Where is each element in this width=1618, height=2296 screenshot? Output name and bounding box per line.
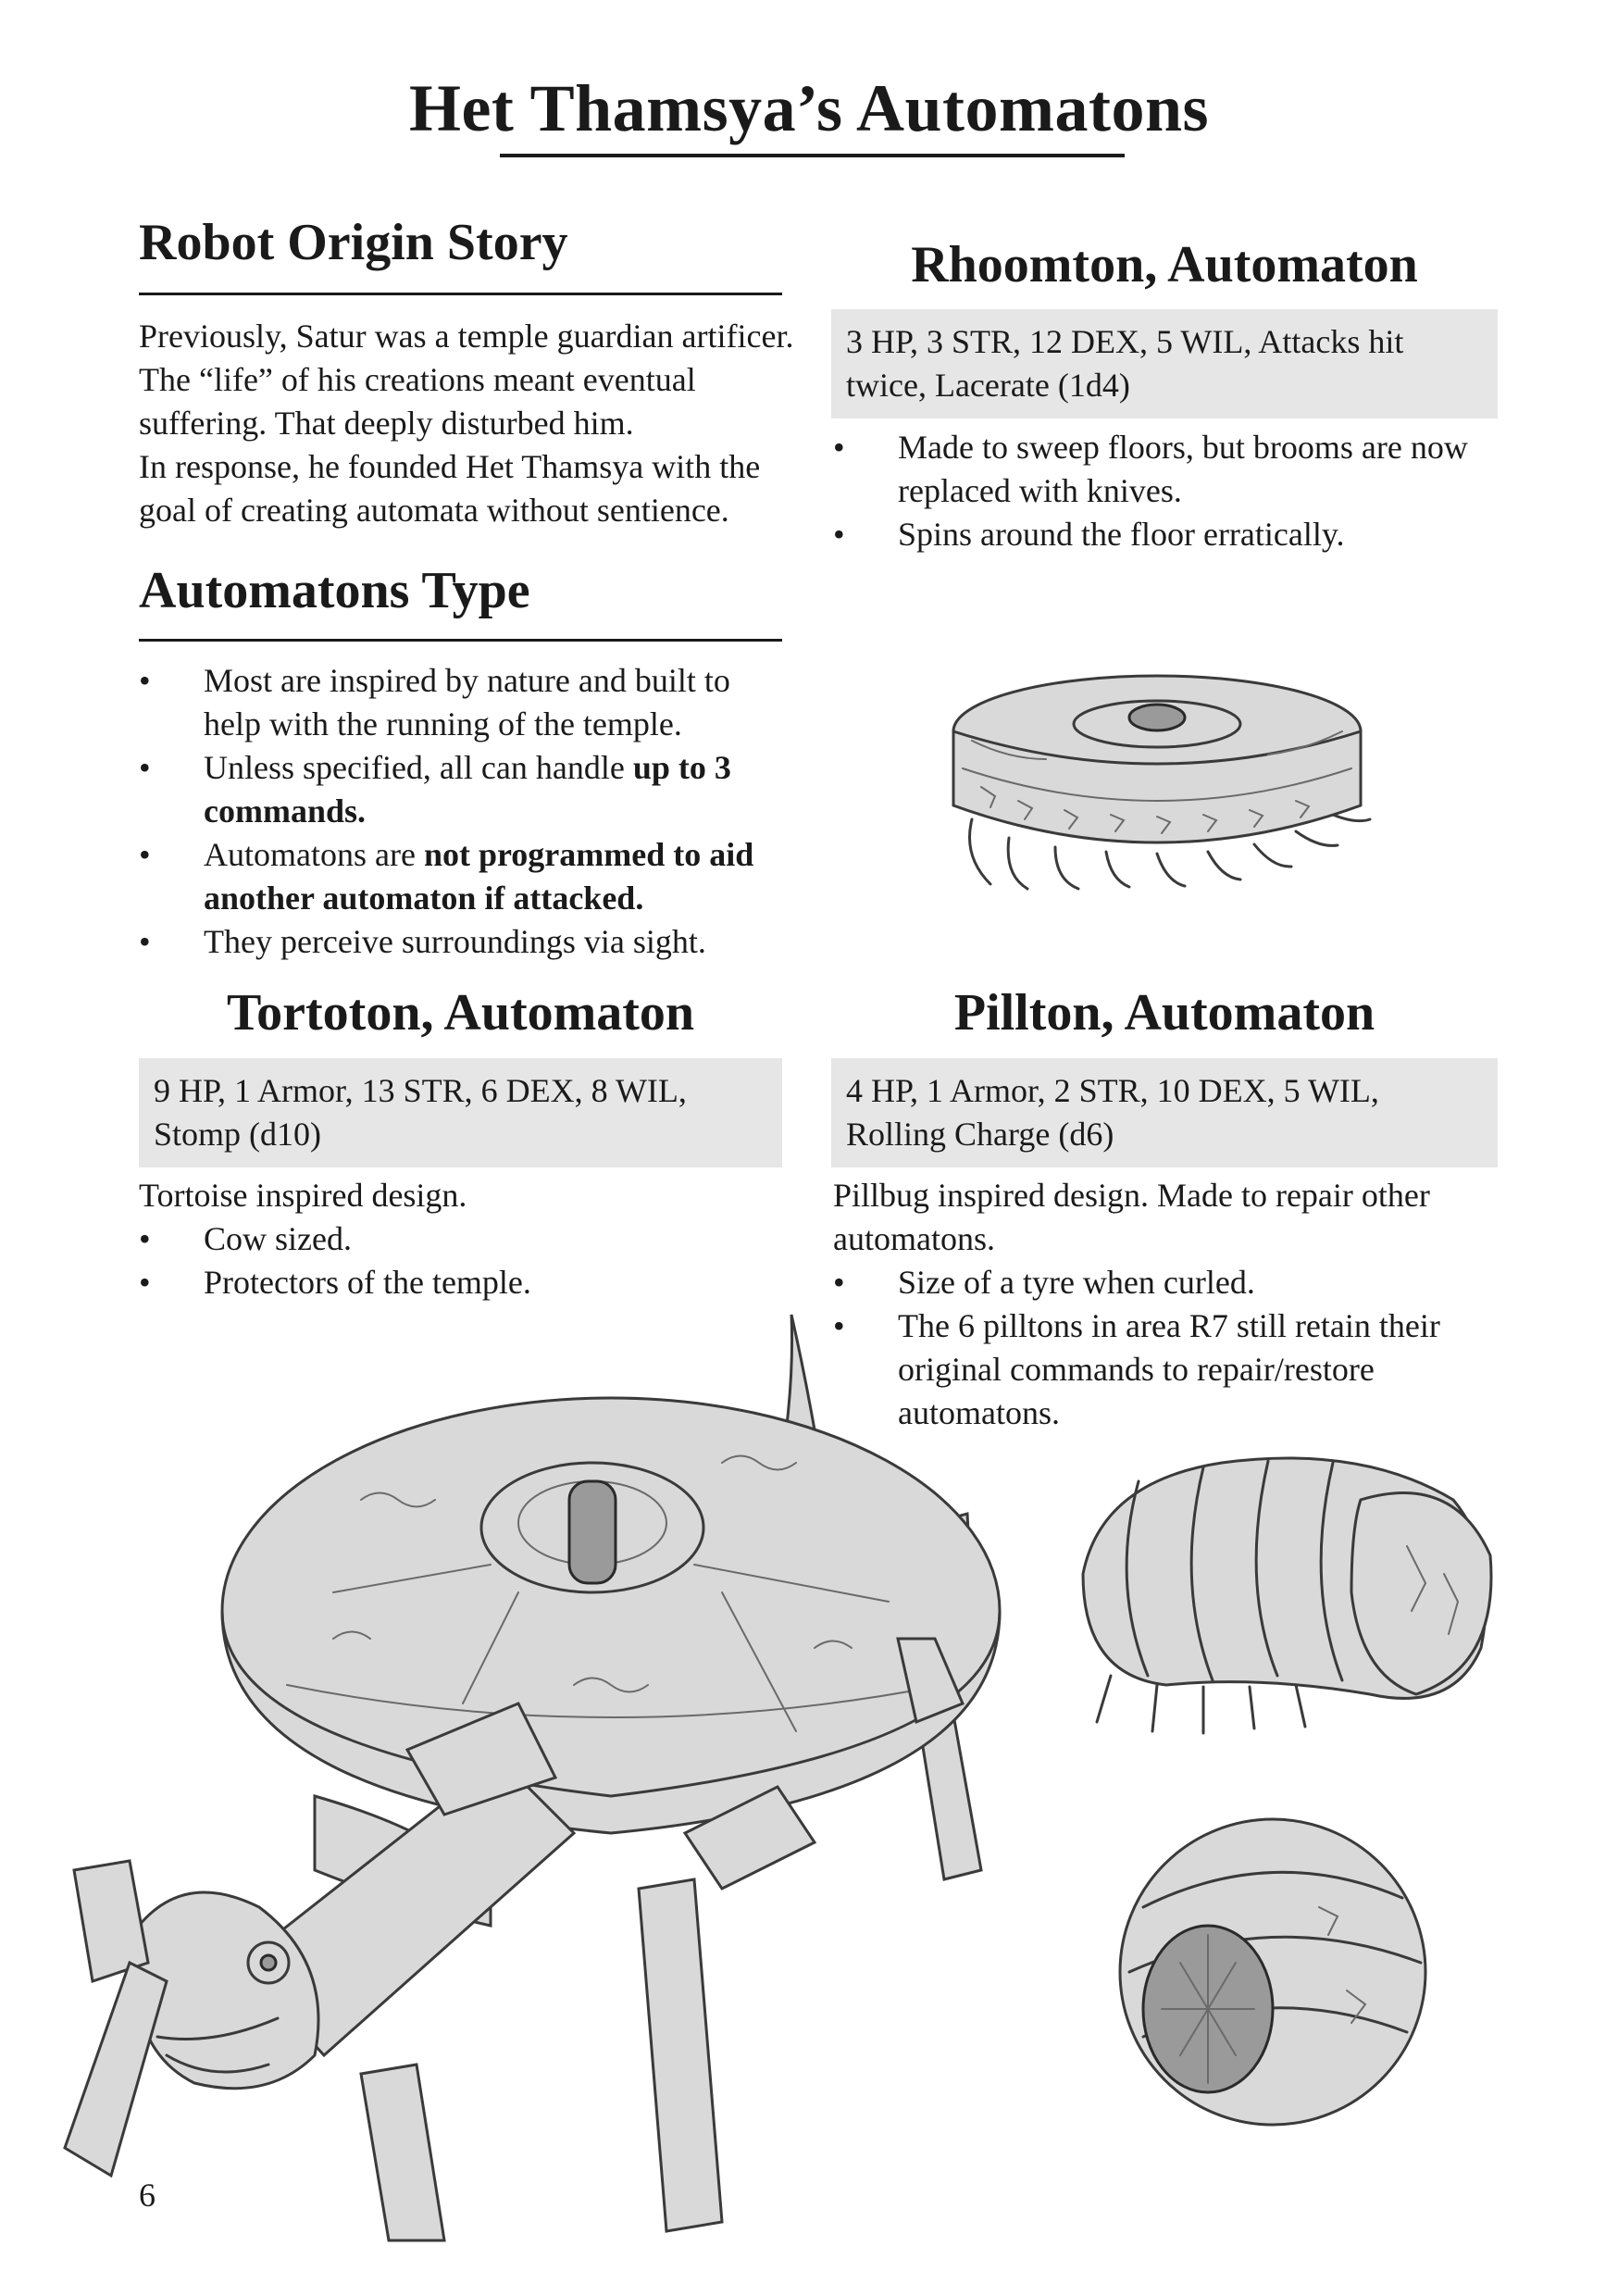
list-item: • Cow sized. (139, 1217, 782, 1261)
pillton-sketch (1055, 1444, 1500, 1759)
origin-line: Previously, Satur was a temple guardian artificer. (139, 318, 794, 355)
bullet-glyph: • (833, 516, 845, 553)
list-item: • Protectors of the temple. (139, 1261, 782, 1304)
pillton-statbox: 4 HP, 1 Armor, 2 STR, 10 DEX, 5 WIL, Rolling Charge (d6) (831, 1058, 1498, 1167)
title-underline (500, 154, 1125, 157)
page-number: 6 (139, 2177, 156, 2214)
tortoton-sketch (56, 1315, 1055, 2240)
tortoton-list (139, 1217, 782, 1304)
types-heading: Automatons Type (139, 562, 530, 619)
bullet-glyph: • (139, 836, 151, 873)
pillton-heading: Pillton, Automaton (953, 984, 1375, 1042)
origin-text (139, 315, 805, 532)
list-item: • Automatons are not programmed to aid another automaton if attacked. (139, 833, 787, 920)
pillton-intro: Pillbug inspired design. Made to repair other automatons. (833, 1177, 1430, 1257)
list-item: • Unless specified, all can handle up to 3 commands. (139, 746, 787, 833)
types-list (139, 659, 787, 964)
list-item: • Most are inspired by nature and built to help with the running of the temple. (139, 659, 787, 746)
tortoton-intro: Tortoise inspired design. (139, 1177, 467, 1214)
tortoton-statbox: 9 HP, 1 Armor, 13 STR, 6 DEX, 8 WIL, Stomp (d10) (139, 1058, 782, 1167)
bullet-glyph: • (833, 429, 845, 466)
bullet-glyph: • (139, 662, 151, 699)
bullet-glyph: • (139, 1220, 151, 1257)
tortoton-heading: Tortoton, Automaton (226, 984, 695, 1042)
list-item: • Size of a tyre when curled. (833, 1261, 1490, 1304)
list-item: • Spins around the floor erratically. (833, 513, 1490, 556)
rhoomton-heading: Rhoomton, Automaton (911, 236, 1418, 293)
page-title: Het Thamsya’s Automatons (408, 71, 1210, 145)
rhoomton-list (833, 426, 1490, 556)
types-heading-rule (139, 639, 782, 642)
origin-line: suffering. That deeply disturbed him. (139, 405, 634, 442)
rhoomton-sketch (935, 667, 1379, 898)
bullet-glyph: • (139, 923, 151, 960)
bullet-glyph: • (833, 1307, 845, 1344)
origin-heading-rule (139, 293, 782, 295)
origin-heading: Robot Origin Story (139, 214, 568, 271)
list-item: • The 6 pilltons in area R7 still retain their original commands to repair/restore automatons. (833, 1304, 1490, 1435)
list-item: • Made to sweep floors, but brooms are now replaced with knives. (833, 426, 1490, 513)
origin-line: In response, he founded Het Thamsya with the (139, 448, 761, 485)
pillton-curled-sketch (1106, 1805, 1439, 2139)
origin-line: goal of creating automata without sentience. (139, 492, 729, 529)
bullet-glyph: • (139, 749, 151, 786)
origin-line: The “life” of his creations meant eventual (139, 361, 696, 398)
list-item: • They perceive surroundings via sight. (139, 920, 787, 964)
rhoomton-statbox: 3 HP, 3 STR, 12 DEX, 5 WIL, Attacks hit twice, Lacerate (1d4) (831, 309, 1498, 418)
bullet-glyph: • (139, 1264, 151, 1301)
bullet-glyph: • (833, 1264, 845, 1301)
